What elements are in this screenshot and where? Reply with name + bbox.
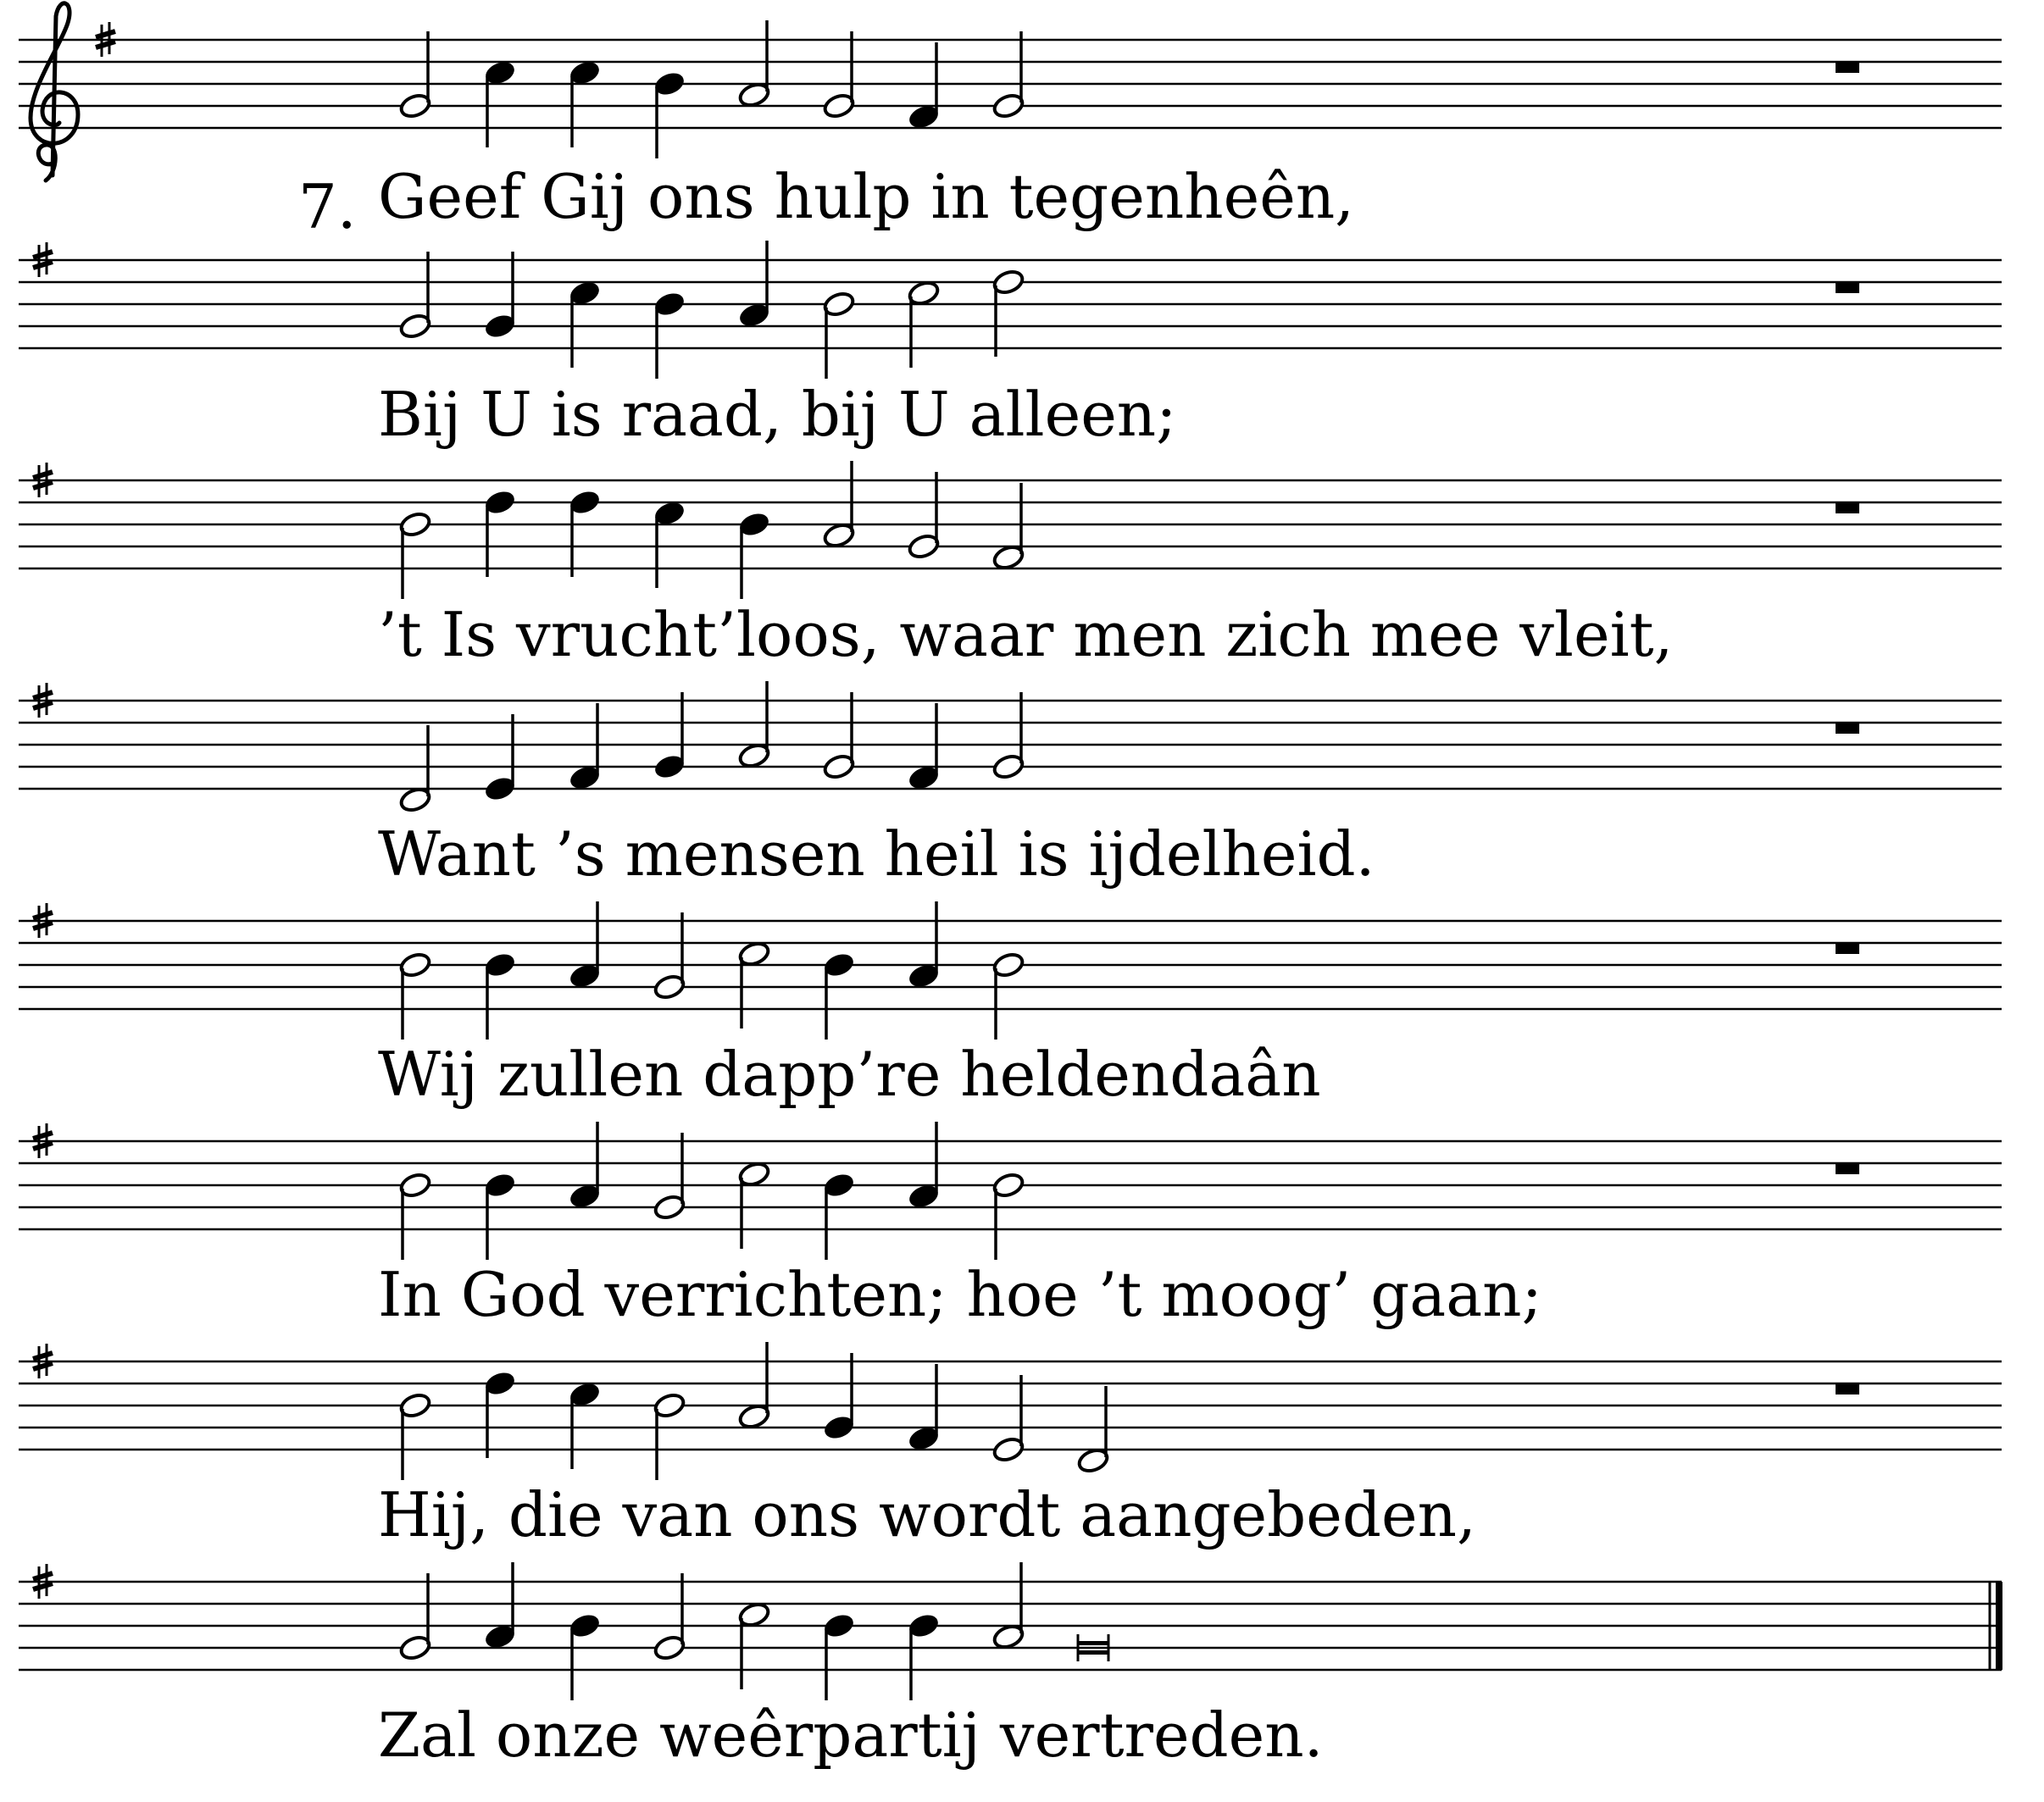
rest-7	[1836, 1383, 1859, 1394]
lyric-line-5: Wij zullen dapp’re heldendaân	[378, 1039, 1321, 1110]
rest-4	[1836, 723, 1859, 734]
treble-clef	[31, 3, 78, 180]
rest-3	[1836, 502, 1859, 513]
rest-6	[1836, 1163, 1859, 1174]
lyric-line-6: In God verrichten; hoe ’t moog’ gaan;	[378, 1259, 1542, 1330]
rest-1	[1836, 62, 1859, 73]
lyric-line-4: Want ’s mensen heil is ijdelheid.	[378, 818, 1375, 890]
lyric-line-7: Hij, die van ons wordt aangebeden,	[378, 1479, 1476, 1550]
lyric-line-2: Bij U is raad, bij U alleen;	[378, 379, 1177, 450]
lyric-line-3: ’t Is vrucht’loos, waar men zich mee vleit,	[378, 599, 1674, 670]
rest-2	[1836, 282, 1859, 293]
lyric-line-8: Zal onze weêrpartij vertreden.	[378, 1699, 1324, 1771]
lyric-line-1: Geef Gij ons hulp in tegenheên,	[378, 161, 1355, 232]
rest-5	[1836, 943, 1859, 954]
verse-number: 7.	[298, 171, 357, 242]
